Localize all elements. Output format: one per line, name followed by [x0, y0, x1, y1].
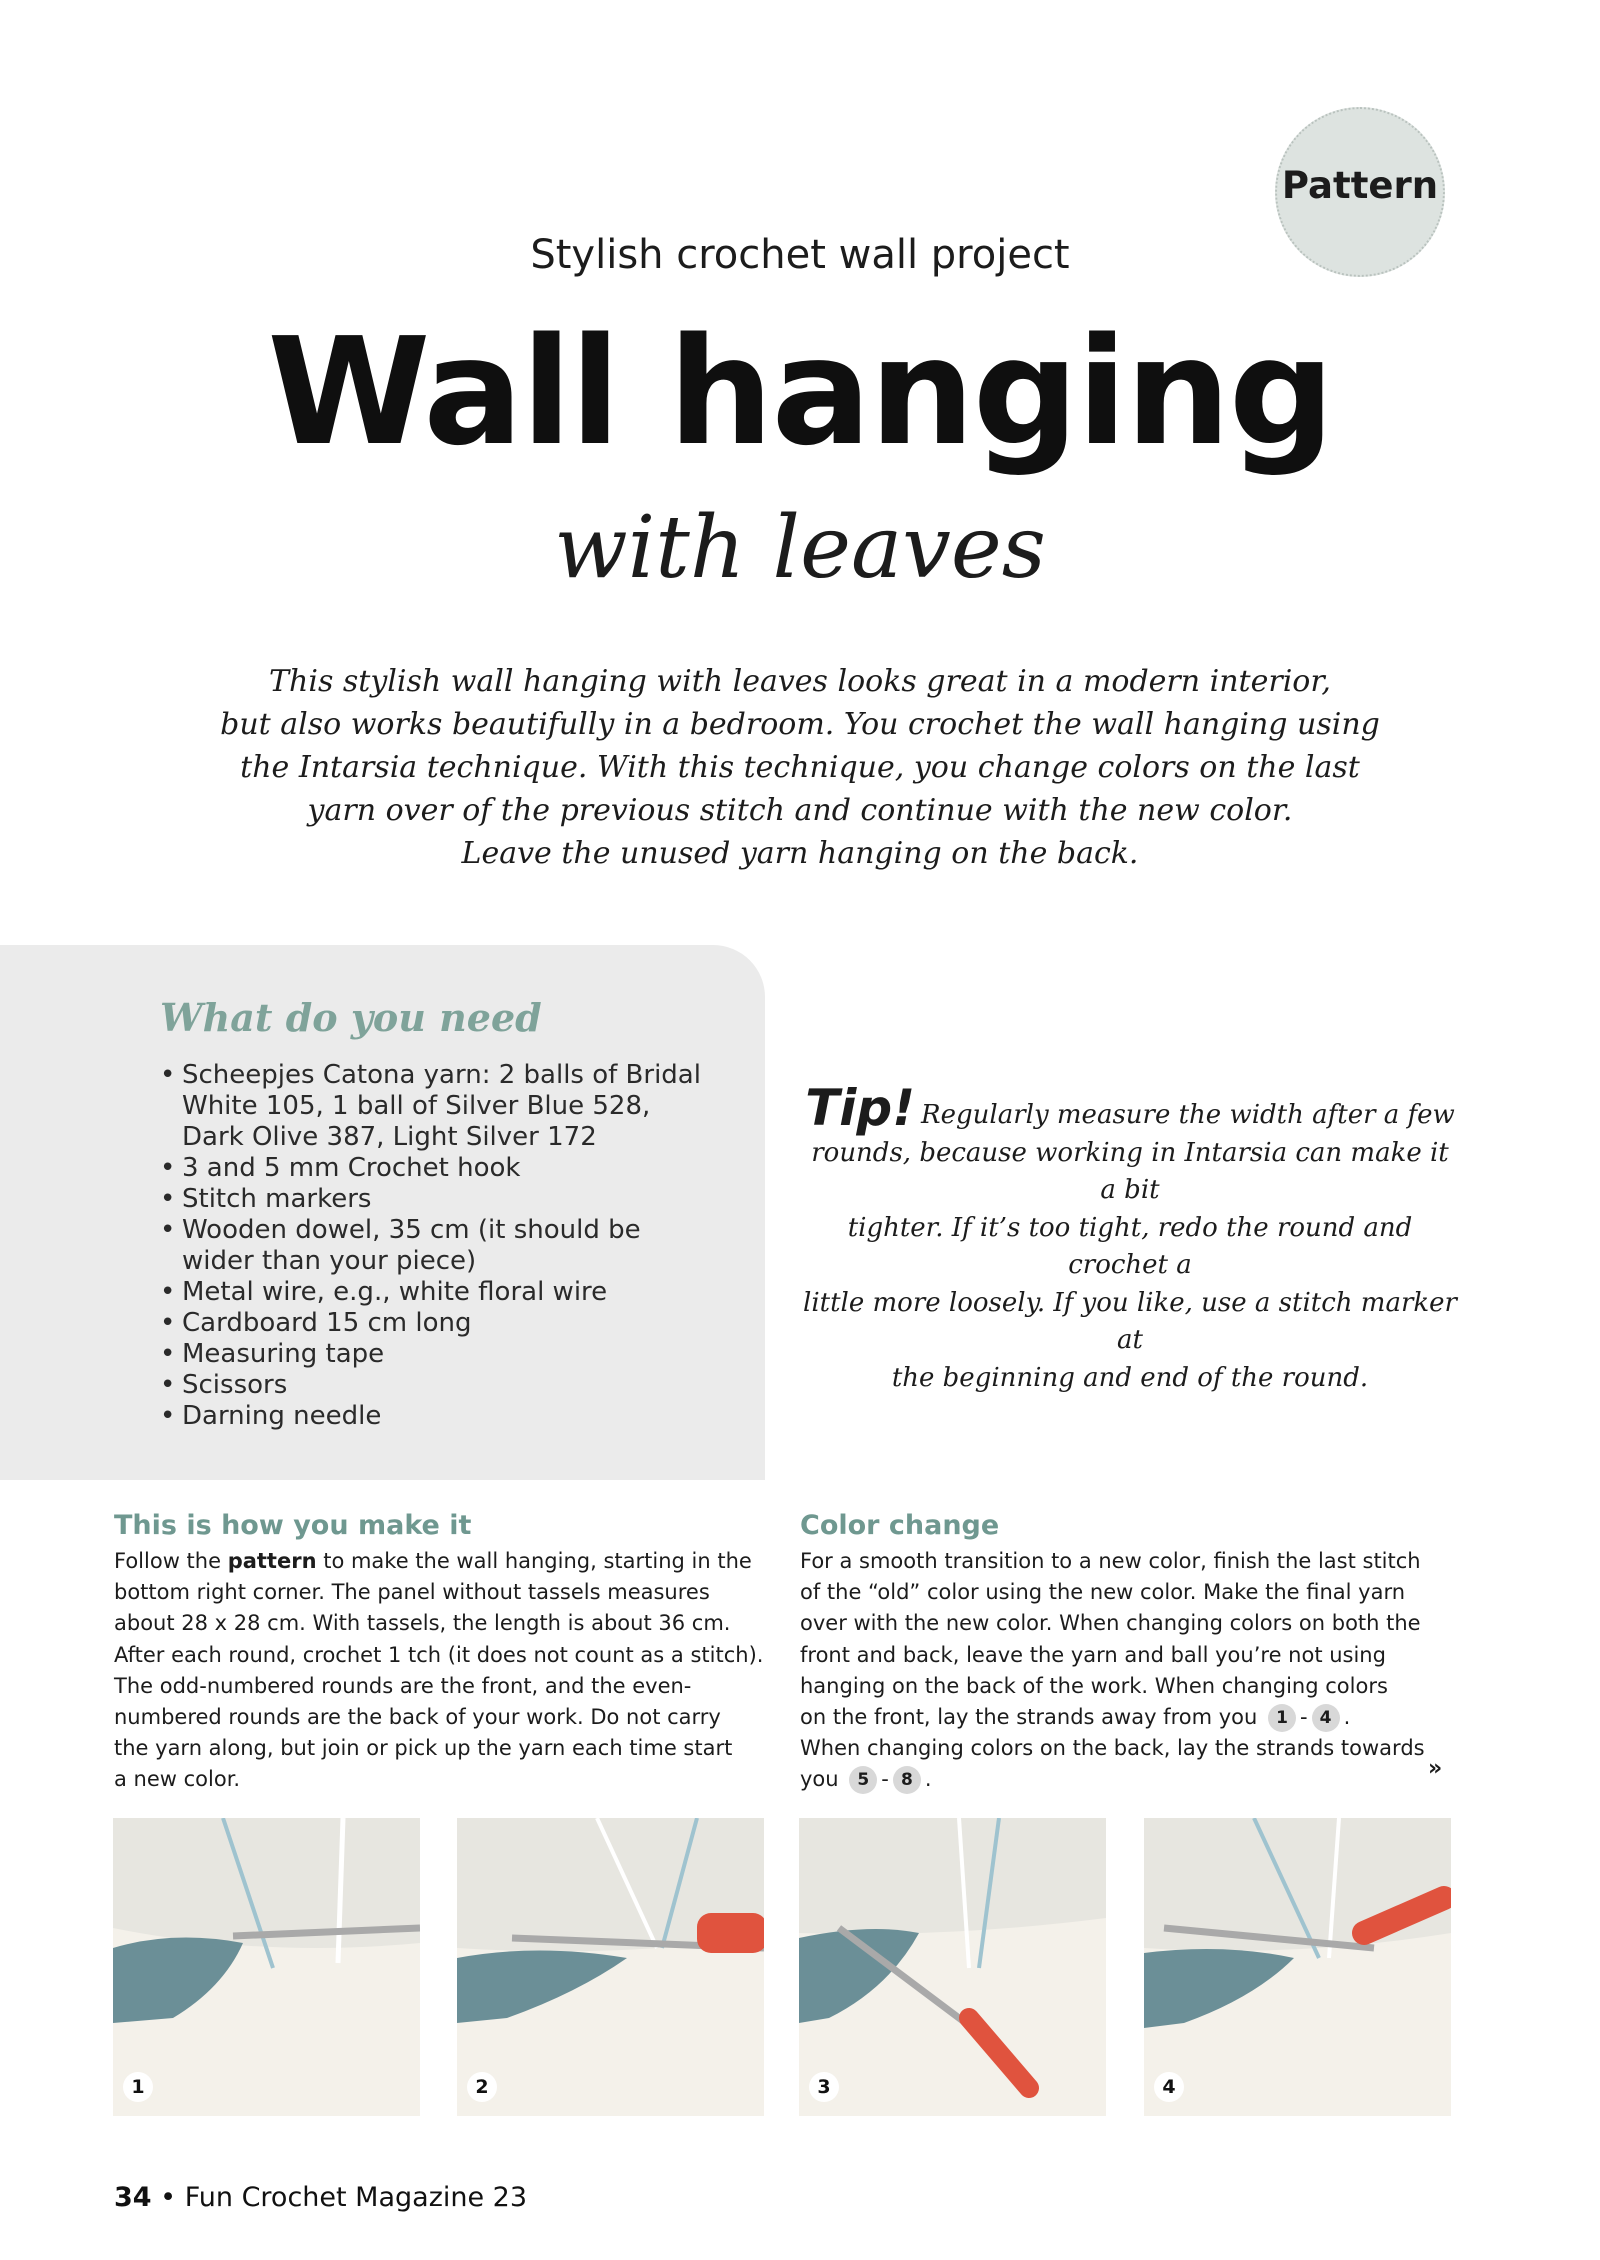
tip-box [800, 1079, 1460, 1397]
tip-line: little more loosely. If you like, use a stitch marker at [803, 1287, 1457, 1355]
make-line: a new color. [114, 1767, 241, 1792]
punctuation: . [1343, 1705, 1351, 1730]
list-item: • Scheepjes Catona yarn: 2 balls of Bridal White 105, 1 ball of Silver Blue 528, Dark Olive 387, Light Silver 172 [160, 1060, 701, 1152]
list-item-text: Wooden dowel, 35 cm (it should be wider than your piece) [182, 1215, 641, 1276]
color-line: on the front, lay the strands away from you [800, 1705, 1258, 1730]
step-number-badge: 3 [809, 2072, 839, 2102]
make-text: to make the wall hanging, starting in the [316, 1549, 752, 1573]
make-paragraph [114, 1546, 764, 1796]
color-line: you [800, 1767, 839, 1792]
range-dash: - [1300, 1705, 1308, 1730]
tip-label: Tip! [805, 1079, 916, 1137]
list-item-text: Measuring tape [182, 1339, 385, 1369]
list-item: • Darning needle [160, 1401, 382, 1431]
step-ref-badge: 4 [1312, 1704, 1340, 1732]
crochet-photo-illustration [113, 1818, 420, 2116]
make-line: about 28 x 28 cm. With tassels, the length is about 36 cm. [114, 1611, 731, 1636]
list-item: • Scissors [160, 1370, 288, 1400]
tip-line: Regularly measure the width after a few [921, 1100, 1455, 1130]
continue-arrow-icon: » [1428, 1756, 1443, 1781]
pattern-badge-label: Pattern [1281, 164, 1439, 207]
list-item: • Wooden dowel, 35 cm (it should be wider than your piece) [160, 1215, 641, 1276]
page-number: 34 [114, 2182, 152, 2213]
list-item-text: Darning needle [182, 1401, 382, 1431]
list-item-text: 3 and 5 mm Crochet hook [182, 1153, 521, 1183]
tip-line: rounds, because working in Intarsia can make it a bit [811, 1137, 1449, 1205]
make-heading: This is how you make it [114, 1510, 472, 1541]
footer-bullet: • [160, 2182, 177, 2213]
intro-line: Leave the unused yarn hanging on the back. [461, 836, 1139, 871]
list-item: • Stitch markers [160, 1184, 372, 1214]
list-item-text: Cardboard 15 cm long [182, 1308, 472, 1338]
color-line: over with the new color. When changing colors on both the [800, 1611, 1421, 1636]
intro-line: yarn over of the previous stitch and continue with the new color. [307, 793, 1293, 828]
make-line: After each round, crochet 1 tch (it does not count as a stitch). [114, 1642, 764, 1667]
color-line: of the “old” color using the new color. Make the final yarn [800, 1580, 1406, 1605]
magazine-name: Fun Crochet Magazine 23 [184, 2182, 528, 2213]
tip-line: the beginning and end of the round. [891, 1362, 1369, 1393]
tip-line: tighter. If it’s too tight, redo the round and crochet a [847, 1212, 1413, 1280]
color-change-paragraph [800, 1546, 1450, 1796]
make-line: the yarn along, but join or pick up the yarn each time start [114, 1736, 733, 1761]
crochet-photo-illustration [1144, 1818, 1451, 2116]
list-item-text: Metal wire, e.g., white floral wire [182, 1277, 608, 1307]
step-ref-badge: 1 [1268, 1704, 1296, 1732]
make-line: bottom right corner. The panel without tassels measures [114, 1580, 710, 1605]
step-photo-2 [457, 1818, 764, 2116]
list-item: • Cardboard 15 cm long [160, 1308, 472, 1338]
crochet-photo-illustration [457, 1818, 764, 2116]
step-photo-4 [1144, 1818, 1451, 2116]
step-number-badge: 2 [467, 2072, 497, 2102]
intro-line: This stylish wall hanging with leaves looks great in a modern interior, [269, 664, 1331, 699]
step-photo-1 [113, 1818, 420, 2116]
make-text-bold: pattern [227, 1549, 317, 1573]
page-footer [114, 2182, 527, 2213]
make-text: Follow the [114, 1549, 228, 1573]
list-item-text: Stitch markers [182, 1184, 372, 1214]
color-line: hanging on the back of the work. When changing colors [800, 1673, 1388, 1698]
list-item-text: Scheepjes Catona yarn: 2 balls of Bridal White 105, 1 ball of Silver Blue 528, Dark Olive 387, Light Silver 172 [182, 1060, 701, 1152]
list-item-text: Scissors [182, 1370, 288, 1400]
page-subtitle: with leaves [554, 498, 1046, 598]
step-photo-3 [799, 1818, 1106, 2116]
range-dash: - [881, 1767, 889, 1792]
kicker: Stylish crochet wall project [530, 232, 1070, 278]
step-number-badge: 4 [1154, 2072, 1184, 2102]
color-line: For a smooth transition to a new color, finish the last stitch [800, 1549, 1421, 1573]
color-line: When changing colors on the back, lay the strands towards [800, 1736, 1425, 1761]
list-item: • Measuring tape [160, 1339, 385, 1369]
list-item: • 3 and 5 mm Crochet hook [160, 1153, 521, 1183]
materials-heading: What do you need [160, 995, 542, 1040]
intro-paragraph [200, 660, 1400, 875]
step-ref-badge: 5 [849, 1766, 877, 1794]
make-line: numbered rounds are the back of your work. Do not carry [114, 1705, 721, 1730]
color-change-heading: Color change [800, 1510, 1000, 1541]
list-item: • Metal wire, e.g., white floral wire [160, 1277, 608, 1307]
crochet-photo-illustration [799, 1818, 1106, 2116]
step-ref-badge: 8 [893, 1766, 921, 1794]
page-title: Wall hanging [267, 306, 1333, 478]
materials-list [160, 1060, 720, 1432]
make-line: The odd-numbered rounds are the front, and the even- [114, 1673, 692, 1698]
step-number-badge: 1 [123, 2072, 153, 2102]
intro-line: the Intarsia technique. With this technique, you change colors on the last [240, 750, 1360, 785]
intro-line: but also works beautifully in a bedroom. You crochet the wall hanging using [220, 707, 1380, 742]
punctuation: . [924, 1767, 932, 1792]
color-line: front and back, leave the yarn and ball you’re not using [800, 1642, 1386, 1667]
